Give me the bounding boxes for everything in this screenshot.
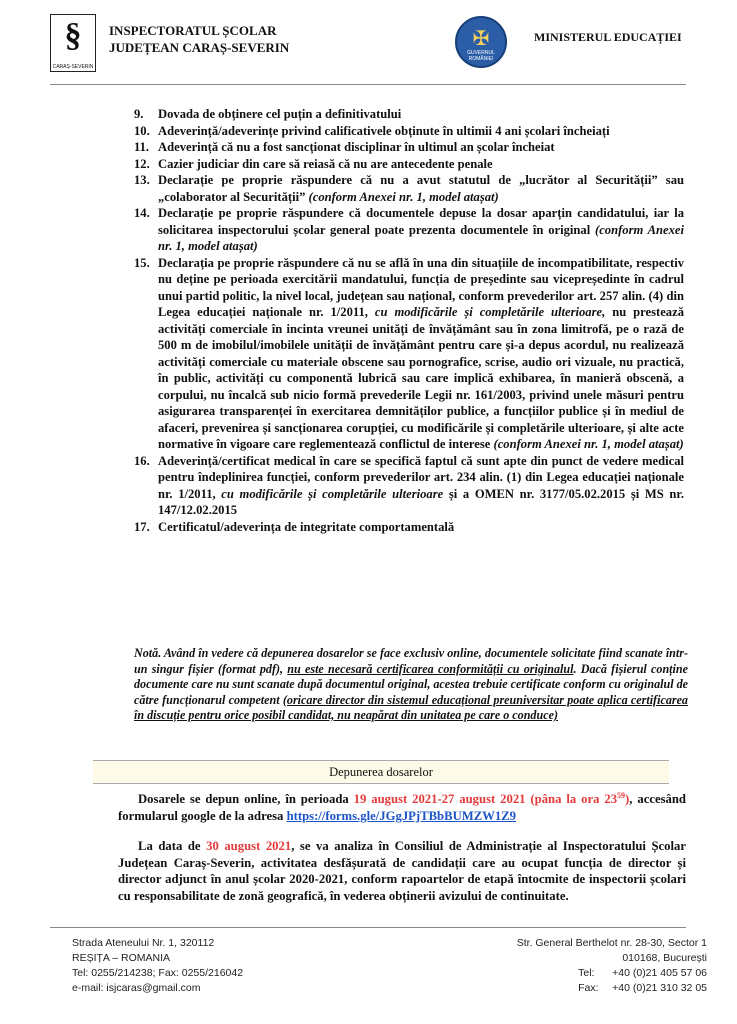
list-item: 11. Adeverință că nu a fost sancționat disciplinar în ultimul an școlar încheiat: [134, 140, 555, 154]
list-item: 10. Adeverință/adeverințe privind calificativele obținute în ultimii 4 ani școlari încheiați: [134, 123, 610, 138]
submission-paragraph: Dosarele se depun online, în perioada 19 august 2021-27 august 2021 (pâna la ora $23^{59}$), accesând formularul google de la adresa https://forms.gle/JGgJPjTBbBUMZW1Z9: [118, 790, 686, 823]
requirements-list: [134, 106, 684, 535]
list-item: 14. Declarație pe proprie răspundere că documentele depuse la dosar aparțin candidatului, iar la solicitarea inspectorului școlar general poate prezenta documentele în original (conform Anexei nr. 1, model atașat): [134, 206, 684, 253]
institution-line-2: JUDEȚEAN CARAȘ-SEVERIN: [109, 40, 290, 55]
footer-contact-right: [517, 936, 707, 996]
footer-address: Strada Ateneului Nr. 1, 320112: [72, 937, 215, 949]
list-item: 9. Dovada de obținere cel puțin a definitivatului: [134, 107, 402, 121]
header-divider: [50, 84, 686, 85]
google-form-link[interactable]: https://forms.gle/JGgJPjTBbBUMZW1Z9: [286, 808, 517, 823]
caduceus-icon: §: [64, 17, 82, 54]
evaluation-date: 30 august 2021: [206, 839, 292, 853]
ministry-phone: Tel: +40 (0)21 405 57 06: [578, 967, 707, 979]
footer-contact-left: [72, 936, 243, 996]
evaluation-paragraph: La data de 30 august 2021, se va analiza în Consiliul de Administrație al Inspectoratului Școlar Județean Caraș-Severin, activitatea desfășurată de candidații care au ocupat funcția de director și director adjunct în anul școlar 2020-2021, conform rapoartelor de etapă întocmite de inspectorii școlari cu responsabilitate de zonă geografică, în vederea obținerii avizului de continuitate.: [118, 839, 687, 903]
institution-line-1: INSPECTORATUL ȘCOLAR: [109, 23, 277, 38]
seal-text: GUVERNUL ROMÂNIEI: [467, 50, 495, 62]
ministry-city: 010168, București: [622, 952, 707, 964]
submission-period: 19 august 2021-27 august 2021 (pâna la ora $23^{59}$): [353, 790, 630, 806]
logo-tag: CARAȘ-SEVERIN: [52, 64, 94, 70]
government-seal: [455, 16, 507, 68]
page-header: [0, 0, 737, 82]
isj-logo: [50, 14, 96, 72]
ministry-name: MINISTERUL EDUCAȚIEI: [534, 30, 682, 44]
list-item: 15. Declarația pe proprie răspundere că nu se află în una din situațiile de incompatibilitate, respectiv nu deține pe perioada exercitării mandatului, funcția de președinte sau vicepreședinte în cadrul unui partid politic, la nivel local, județean sau național, conform prevederilor art. 257 alin. (4) din Legea educației naționale nr. 1/2011, cu modificările și completările ulterioare, nu prestează activități comerciale în incinta vreunei unități de învățământ sau în zona limitrofă, pe o rază de 500 m de imobilul/imobilele unității de învățământ pentru care și-a depus acordul, nu realizează activități comerciale cu materiale obscene sau pornografice, scrise, audio ori vizuale, nu practică, în public, activități cu componentă lubrică sau care implică exhibarea, în manieră obscenă, a corpului, nu încalcă sub nicio formă prevederile Legii nr. 161/2003, privind unele măsuri pentru asigurarea transparenței în exercitarea demnităților publice, a funcțiilor publice și în mediul de afaceri, prevenirea și sancționarea corupției, cu modificările și completările ulterioare, și alte acte normative în vigoare care reglementează conflictul de interese (conform Anexei nr. 1, model atașat): [134, 255, 684, 451]
list-item: 13. Declarație pe proprie răspundere că nu a avut statutul de „lucrător al Securității” sau „colaborator al Securității” (conform Anexei nr. 1, model atașat): [134, 173, 684, 204]
list-item: 16. Adeverință/certificat medical în care se specifică faptul că sunt apte din punct de vedere medical pentru îndeplinirea funcției, conform prevederilor art. 234 alin. (1) din Legea educației naționale nr. 1/2011, cu modificările și completările ulterioare și a OMEN nr. 3177/05.02.2015 și MS nr. 147/12.02.2015: [134, 453, 684, 517]
footer-city: REȘIȚA – ROMANIA: [72, 952, 171, 964]
section-heading: Depunerea dosarelor: [93, 760, 669, 784]
footer-phone: Tel: 0255/214238; Fax: 0255/216042: [72, 967, 244, 979]
note-paragraph: Notă. Având în vedere că depunerea dosarelor se face exclusiv online, documentele solicitate fiind scanate într-un singur fișier (format pdf), nu este necesară certificarea conformității cu originalul. Dacă fișierul conține documente care nu sunt scanate după documentul original, acestea trebuie certificate conform cu originalul de către funcționarul competent (oricare director din sistemul educațional preuniversitar poate aplica certificarea în discuție pentru orice posibil candidat, nu neapărat din unitatea pe care o conduce): [134, 646, 688, 722]
eagle-icon: ✠: [472, 28, 490, 50]
list-item: 12. Cazier judiciar din care să reiasă că nu are antecedente penale: [134, 156, 493, 171]
footer-email: e-mail: isjcaras@gmail.com: [72, 982, 201, 994]
ministry-fax: Fax: +40 (0)21 310 32 05: [578, 982, 707, 994]
list-item: 17. Certificatul/adeverința de integritate comportamentală: [134, 519, 455, 534]
institution-name: [109, 22, 289, 56]
footer-divider: [50, 927, 686, 928]
ministry-address: Str. General Berthelot nr. 28-30, Sector 1: [516, 937, 707, 949]
